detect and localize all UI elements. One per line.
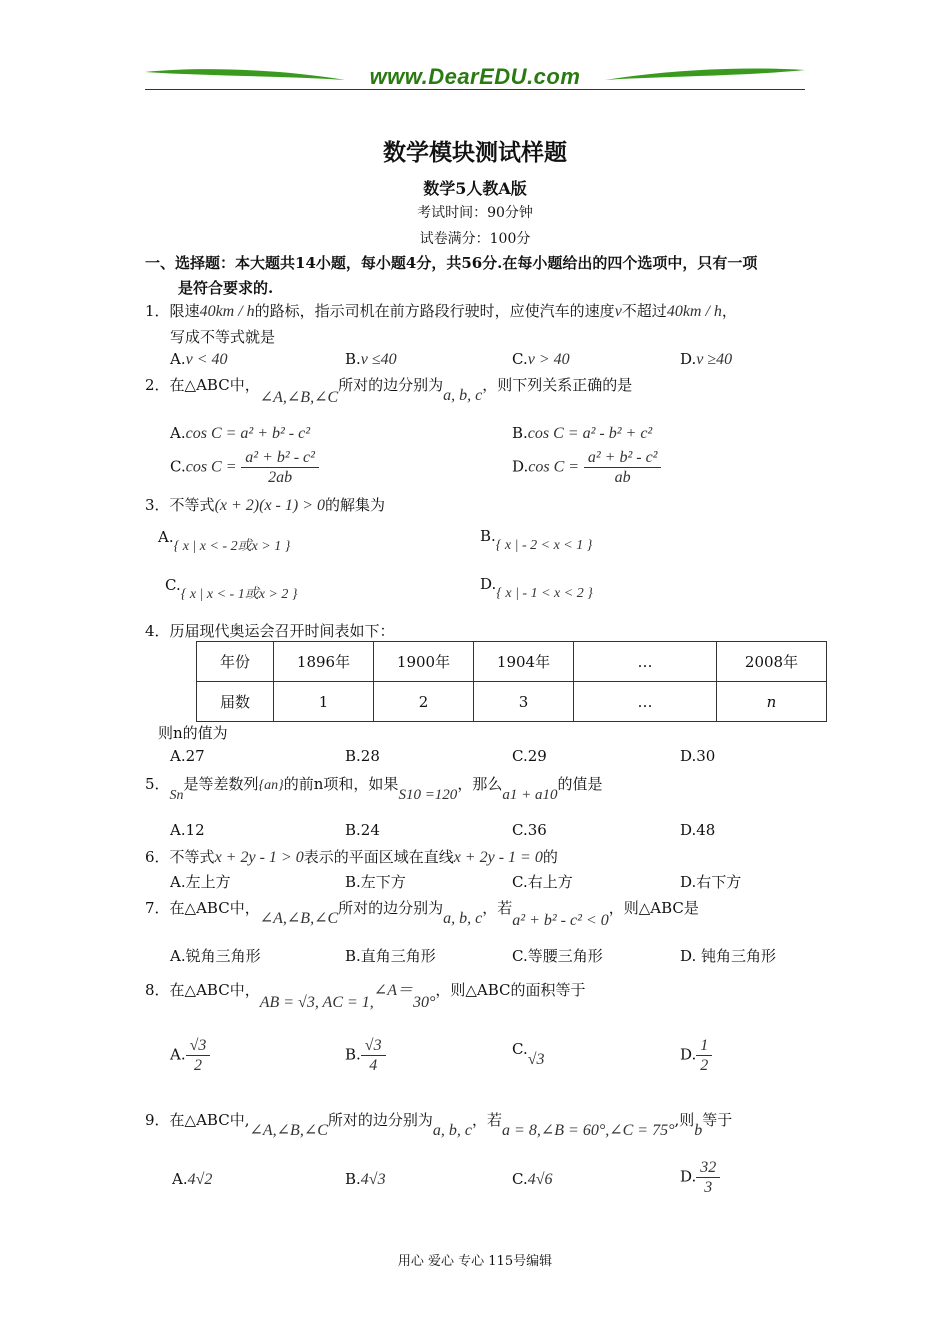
q2-option-b: B.cos C = a² - b² + c² [512, 424, 653, 442]
table-cell: 3 [474, 682, 574, 722]
question-4-prompt: 则n的值为 [158, 724, 228, 742]
q5-option-b: B.24 [345, 821, 380, 839]
question-8: 8．在△ABC中，AB = √3, AC = 1,∠A＝30°，则△ABC的面积等于 [145, 981, 586, 1011]
question-3: 3．不等式(x + 2)(x - 1) > 0的解集为 [145, 496, 386, 514]
question-1: 1．限速40km / h的路标，指示司机在前方路段行驶时，应使汽车的速度v不超过40km / h， [145, 302, 737, 320]
q6-option-a: A.左上方 [170, 873, 231, 891]
q2-option-c: C.cos C = $\frac{\text{a² + b² - c²}}{2ab}$ [170, 448, 319, 487]
page-subtitle: 数学5人教A版 [423, 179, 527, 198]
exam-time: 考试时间：90分钟 [417, 205, 533, 221]
q2-option-d: D.cos C = $\frac{\text{a² + b² - c²}}{ab}$ [512, 448, 661, 487]
q2-option-a: A.cos C = a² + b² - c² [170, 424, 311, 442]
table-cell: 届数 [197, 682, 274, 722]
q5-option-a: A.12 [170, 821, 205, 839]
table-cell: … [574, 682, 717, 722]
q3-option-b: B.{ x | - 2 < x < 1 } [480, 527, 593, 553]
q3-option-d: D.{ x | - 1 < x < 2 } [480, 575, 593, 601]
q9-option-d: D. $\frac{32}{3}$ [680, 1158, 720, 1197]
q8-option-d: D. $\frac{1}{2}$ [680, 1036, 712, 1075]
q5-option-d: D.48 [680, 821, 716, 839]
q4-option-a: A.27 [170, 747, 205, 765]
q6-option-d: D.右下方 [680, 873, 742, 891]
q9-option-a: A.4√2 [172, 1170, 213, 1188]
table-cell: 1904年 [474, 642, 574, 682]
full-score: 试卷满分：100分 [419, 231, 531, 247]
question-6: 6．不等式x + 2y - 1 > 0表示的平面区域在直线x + 2y - 1 = 0的 [145, 848, 558, 866]
page-footer: 用心 爱心 专心 115号编辑 [397, 1254, 553, 1269]
question-2: 2．在△ABC中，∠A,∠B,∠C所对的边分别为a, b, c，则下列关系正确的是 [145, 376, 633, 406]
q1-option-c: C.v > 40 [512, 350, 570, 368]
table-row [197, 642, 827, 682]
q7-option-d: D. 钝角三角形 [680, 947, 777, 965]
table-cell: 2008年 [717, 642, 827, 682]
table-cell: … [574, 642, 717, 682]
q1-option-b: B.v ≤40 [345, 350, 397, 368]
q4-option-b: B.28 [345, 747, 380, 765]
q7-option-c: C.等腰三角形 [512, 947, 603, 965]
question-1-line2: 写成不等式就是 [170, 328, 276, 346]
question-7: 7．在△ABC中，∠A,∠B,∠C所对的边分别为a, b, c，若a² + b² - c² < 0，则△ABC是 [145, 899, 699, 929]
table-cell: 2 [374, 682, 474, 722]
site-logo-text: www.DearEDU.com [369, 64, 581, 89]
q4-option-d: D.30 [680, 747, 716, 765]
question-9: 9．在△ABC中,∠A,∠B,∠C所对的边分别为a, b, c，若a = 8,∠B = 60°,∠C = 75°,则b等于 [145, 1111, 733, 1139]
q1-option-a: A.v < 40 [170, 350, 228, 368]
q3-option-c: C.{ x | x < - 1或x > 2 } [165, 576, 298, 602]
table-cell: 年份 [197, 642, 274, 682]
table-cell: 1900年 [374, 642, 474, 682]
q9-option-c: C.4√6 [512, 1170, 553, 1188]
section-heading-line2: 是符合要求的. [178, 279, 274, 297]
section-heading-line1: 一、选择题：本大题共14小题，每小题4分，共56分.在每小题给出的四个选项中，只有一项 [145, 254, 758, 272]
q5-option-c: C.36 [512, 821, 547, 839]
table-cell: n [717, 682, 827, 722]
q6-option-c: C.右上方 [512, 873, 573, 891]
q7-option-a: A.锐角三角形 [170, 947, 261, 965]
q8-option-b: B. $\frac{√3}{4}$ [345, 1036, 386, 1075]
q7-option-b: B.直角三角形 [345, 947, 436, 965]
q8-option-a: A. $\frac{√3}{2}$ [170, 1036, 210, 1075]
question-5: 5．Sn是等差数列{an}的前n项和，如果S10 =120，那么a1 + a10的值是 [145, 775, 603, 803]
question-4: 4．历届现代奥运会召开时间表如下： [145, 622, 395, 640]
page-title: 数学模块测试样题 [383, 139, 567, 166]
q8-option-c: C.√3 [512, 1040, 545, 1068]
q9-option-b: B.4√3 [345, 1170, 386, 1188]
q4-option-c: C.29 [512, 747, 547, 765]
table-row [197, 682, 827, 722]
question-number: 1． [145, 302, 170, 320]
q1-option-d: D.v ≥40 [680, 350, 733, 368]
table-cell: 1 [274, 682, 374, 722]
olympics-table [196, 641, 827, 722]
q6-option-b: B.左下方 [345, 873, 406, 891]
table-cell: 1896年 [274, 642, 374, 682]
q3-option-a: A.{ x | x < - 2或x > 1 } [158, 528, 291, 554]
header-rule [145, 89, 805, 90]
